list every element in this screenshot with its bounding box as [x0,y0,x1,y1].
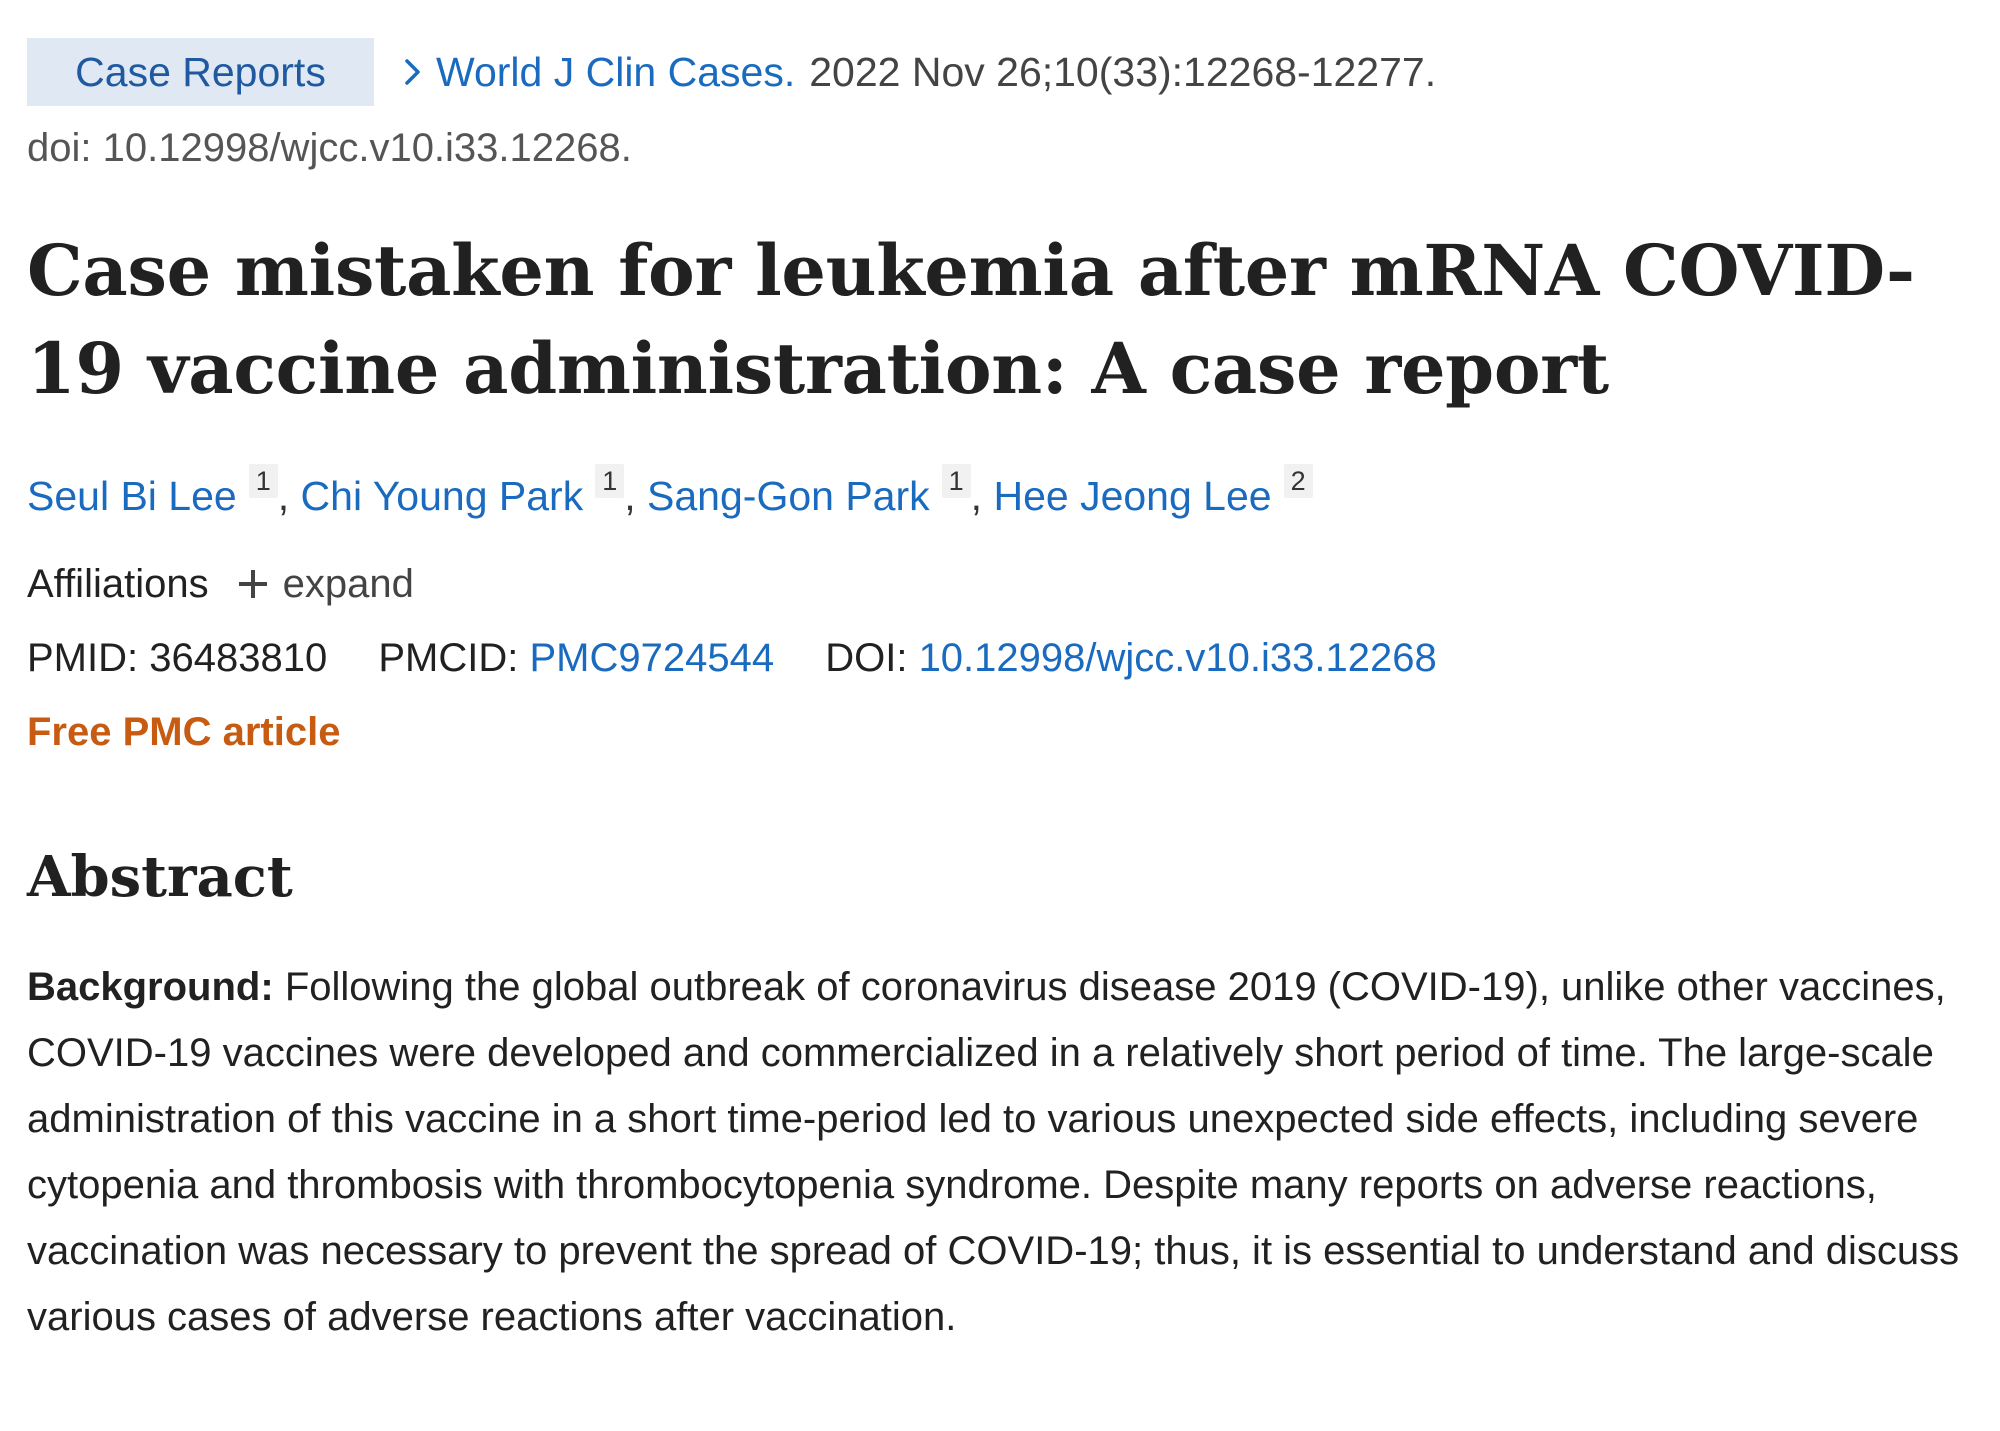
affiliation-marker[interactable]: 1 [595,464,624,498]
article-title: Case mistaken for leukemia after mRNA COVID-19 vaccine administration: A case report [27,229,1915,410]
article-type-badge[interactable]: Case Reports [27,38,374,106]
background-text: Following the global outbreak of coronavirus disease 2019 (COVID-19), unlike other vaccines, COVID-19 vaccines were developed and commercialized in a relatively short period of time. The large-scale administration of this vaccine in a short time-period led to various unexpected side effects, including severe cytopenia and thrombosis with thrombocytopenia syndrome. Despite many reports on adverse reactions, vaccination was necessary to prevent the spread of COVID-19; thus, it is essential to understand and discuss various cases of adverse reactions after vaccination. [27,965,1960,1339]
affiliation-marker[interactable]: 1 [942,464,971,498]
doi-label: DOI: [825,636,908,680]
pmid-label: PMID: [27,636,139,680]
affiliation-marker[interactable]: 2 [1284,464,1313,498]
citation-row [27,38,1977,106]
identifiers-row [27,630,1977,686]
free-pmc-article-link[interactable]: Free PMC article [27,710,341,754]
article-page [27,38,1977,1390]
plus-icon [239,570,267,598]
affiliation-marker[interactable]: 1 [249,464,278,498]
pmid-value: 36483810 [149,636,328,680]
author-link[interactable]: Seul Bi Lee [27,473,237,519]
abstract-heading: Abstract [27,844,293,910]
author-list: Seul Bi Lee 1 , Chi Young Park 1 , Sang-Gon Park 1 , Hee Jeong Lee 2 [27,464,1977,524]
affiliations-label: Affiliations [27,562,209,606]
chevron-right-icon [402,57,424,87]
doi-line: doi: 10.12998/wjcc.v10.i33.12268. [27,126,632,170]
abstract-background-paragraph [27,954,1977,1350]
citation-text: 2022 Nov 26;10(33):12268-12277. [809,48,1437,95]
author-link[interactable]: Chi Young Park [300,473,584,519]
expand-affiliations-button[interactable] [239,556,414,612]
expand-label: expand [282,562,414,606]
background-label: Background: [27,965,274,1009]
pmcid-link[interactable]: PMC9724544 [529,636,775,680]
author-link[interactable]: Hee Jeong Lee [993,473,1272,519]
journal-link[interactable]: World J Clin Cases. [436,48,796,95]
author-link[interactable]: Sang-Gon Park [647,473,930,519]
doi-link[interactable]: 10.12998/wjcc.v10.i33.12268 [918,636,1437,680]
pmcid-label: PMCID: [378,636,519,680]
affiliations-row [27,556,1977,612]
